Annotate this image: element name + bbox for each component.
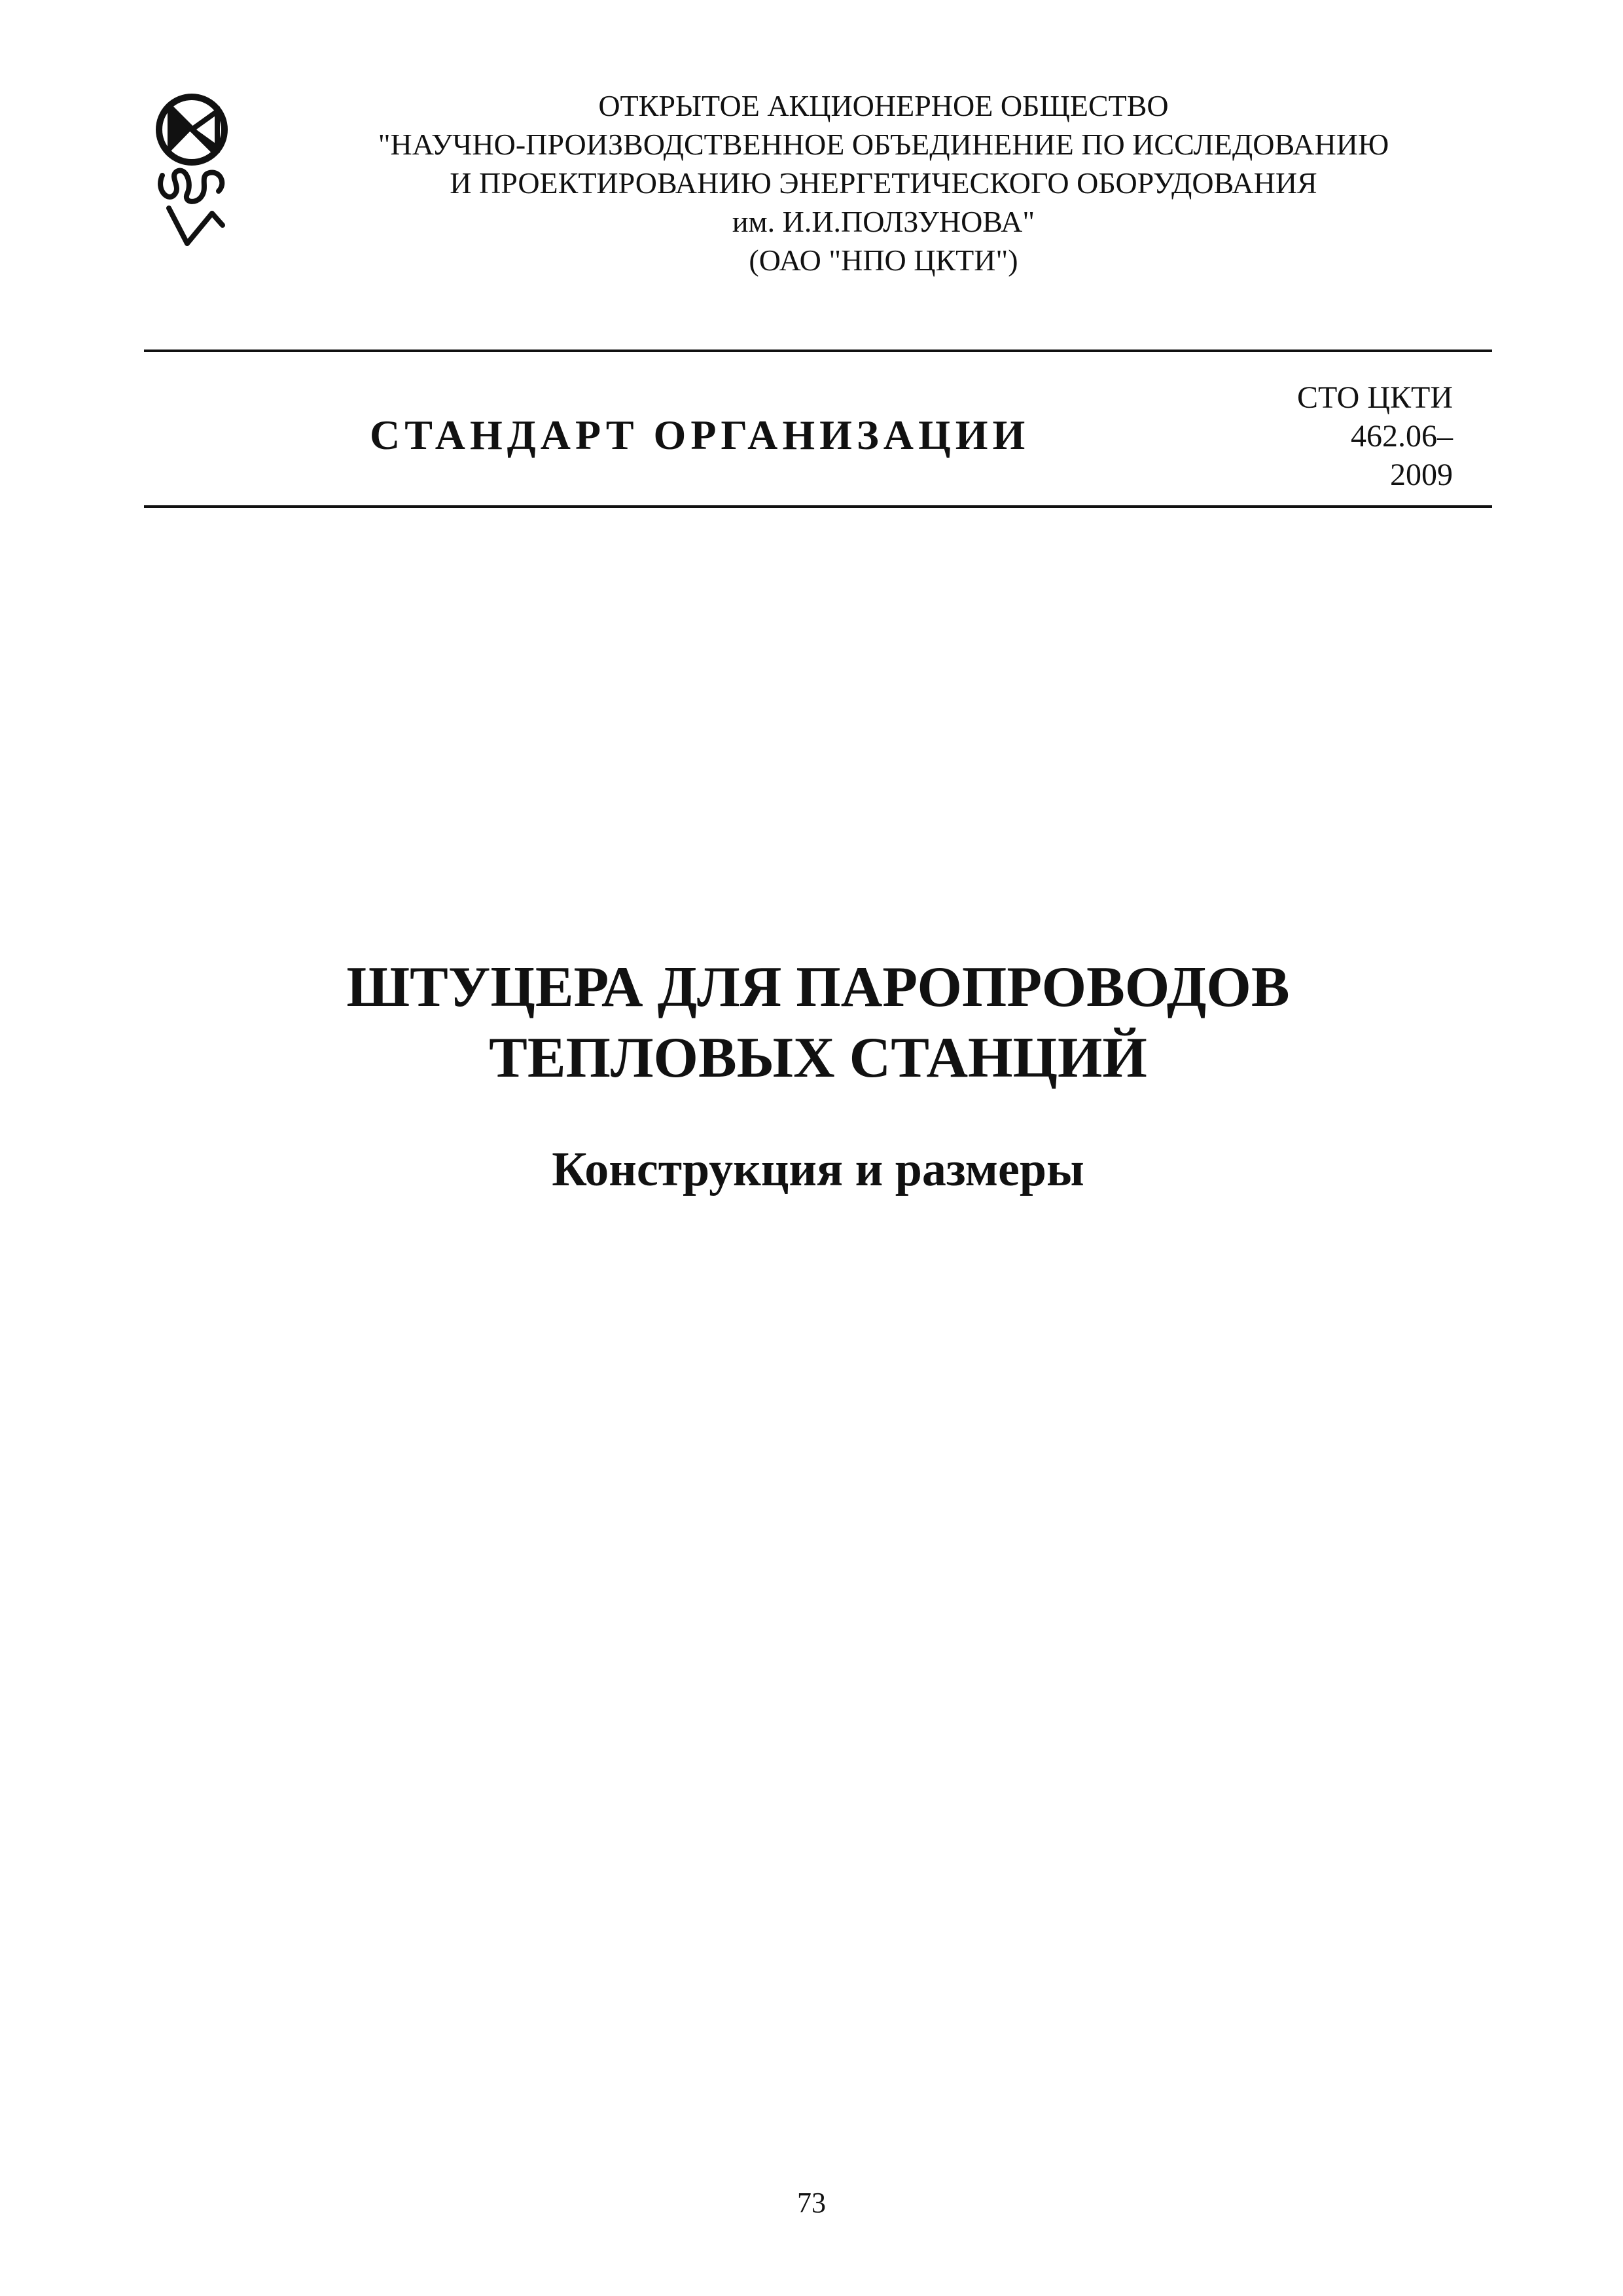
org-line-4: им. И.И.ПОЛЗУНОВА" [732, 205, 1035, 238]
org-line-1: ОТКРЫТОЕ АКЦИОНЕРНОЕ ОБЩЕСТВО [598, 89, 1169, 122]
page-number: 73 [797, 2187, 826, 2219]
document-subtitle: Конструкция и размеры [552, 1143, 1084, 1196]
standard-label: СТАНДАРТ ОРГАНИЗАЦИИ [370, 412, 1030, 458]
standard-code [1230, 378, 1453, 494]
org-line-2: "НАУЧНО-ПРОИЗВОДСТВЕННОЕ ОБЪЕДИНЕНИЕ ПО ИССЛЕДОВАНИЮ [378, 128, 1389, 161]
standard-code-line-3: 2009 [1390, 457, 1453, 492]
org-line-5: (ОАО "НПО ЦКТИ") [749, 243, 1018, 277]
document-title [144, 952, 1492, 1094]
header-top-rule [144, 350, 1492, 352]
document-title-line-2: ТЕПЛОВЫХ СТАНЦИЙ [489, 1026, 1147, 1090]
document-title-line-1: ШТУЦЕРА ДЛЯ ПАРОПРОВОДОВ [346, 956, 1290, 1019]
standard-code-line-2: 462.06– [1351, 419, 1453, 454]
standard-code-line-1: СТО ЦКТИ [1296, 380, 1453, 415]
npo-ckti-logo-icon [149, 92, 234, 255]
header-bottom-rule [144, 505, 1492, 508]
organization-header [275, 86, 1492, 279]
org-line-3: И ПРОЕКТИРОВАНИЮ ЭНЕРГЕТИЧЕСКОГО ОБОРУДОВАНИЯ [450, 166, 1317, 200]
